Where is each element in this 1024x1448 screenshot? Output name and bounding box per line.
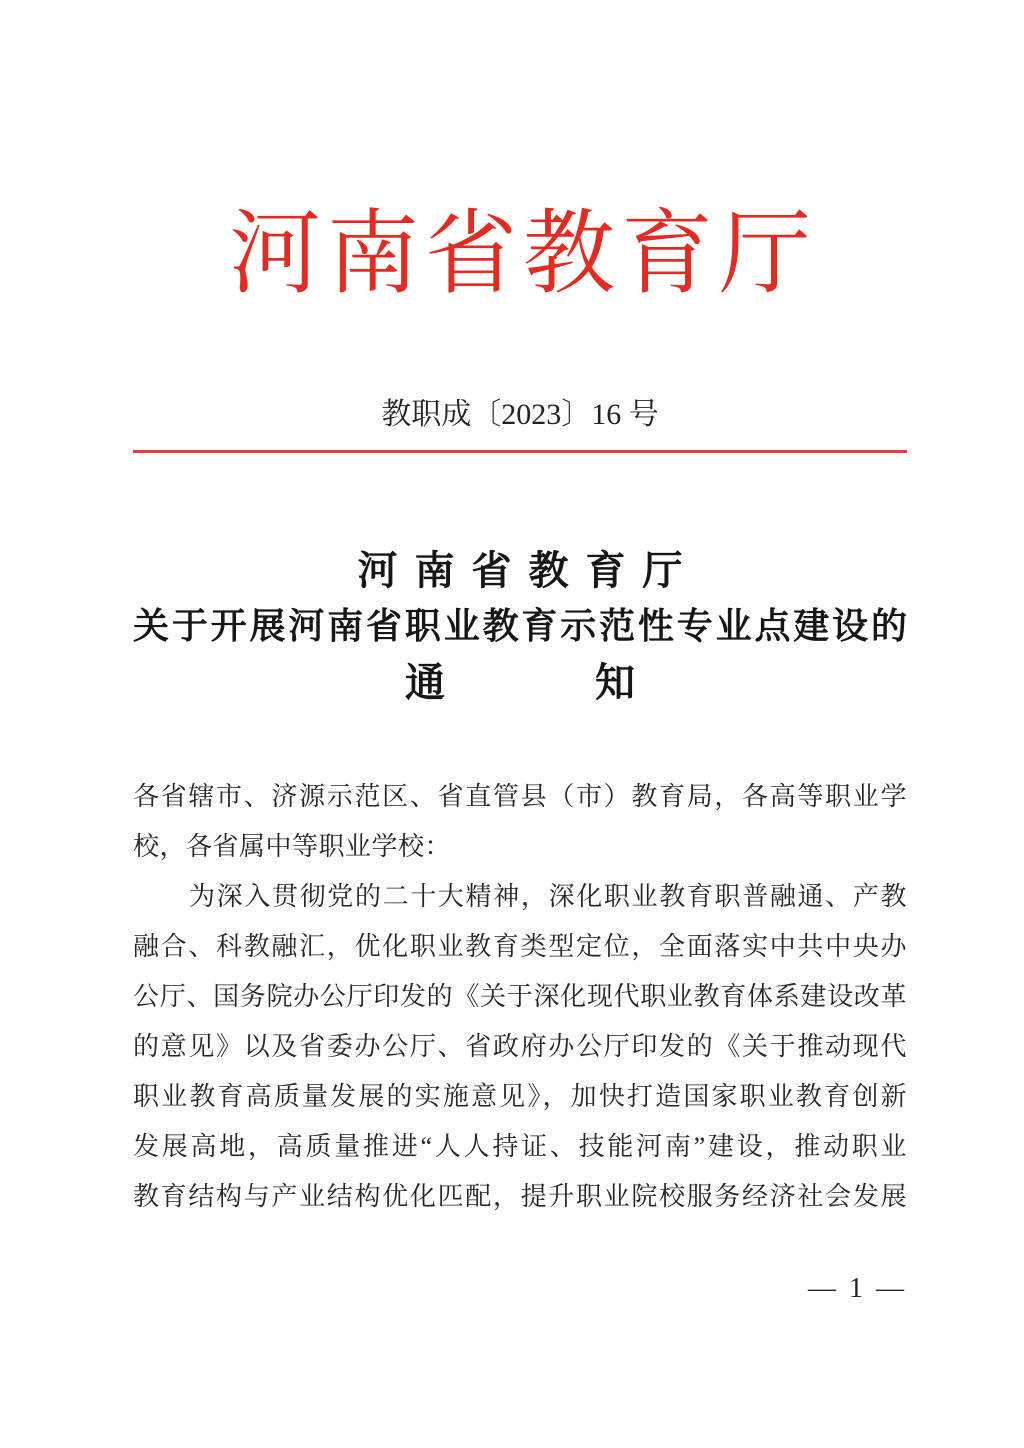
document-number: 教职成〔2023〕16 号 [381,398,659,431]
body-text [133,772,907,1222]
body-line: 融合、科教融汇，优化职业教育类型定位，全面落实中共中央办 [133,932,907,961]
title-agency-line: 河南省教育厅 [357,548,700,593]
body-line: 校，各省属中等职业学校： [133,832,452,861]
agency-header: 河南省教育厅 [228,203,817,305]
text-column [133,0,907,1448]
body-line: 职业教育高质量发展的实施意见》，加快打造国家职业教育创新 [133,1082,907,1111]
body-line: 教育结构与产业结构优化匹配，提升职业院校服务经济社会发展 [133,1182,907,1211]
body-line: 公厅、国务院办公厅印发的《关于深化现代职业教育体系建设改革 [133,982,907,1011]
body-line: 各省辖市、济源示范区、省直管县（市）教育局，各高等职业学 [133,782,907,811]
title-subject-line: 关于开展河南省职业教育示范性专业点建设的 [133,606,907,646]
body-line: 发展高地，高质量推进“人人持证、技能河南”建设，推动职业 [133,1132,907,1161]
notice-char-tong: 通 [405,660,445,705]
title-notice-line [133,658,907,708]
notice-char-zhi: 知 [595,660,635,705]
page-number: — 1 — [808,1273,907,1304]
body-line: 为深入贯彻党的二十大精神，深化职业教育职普融通、产教 [189,882,907,911]
body-line: 的意见》以及省委办公厅、省政府办公厅印发的《关于推动现代 [133,1032,907,1061]
header-divider-rule [133,450,907,453]
